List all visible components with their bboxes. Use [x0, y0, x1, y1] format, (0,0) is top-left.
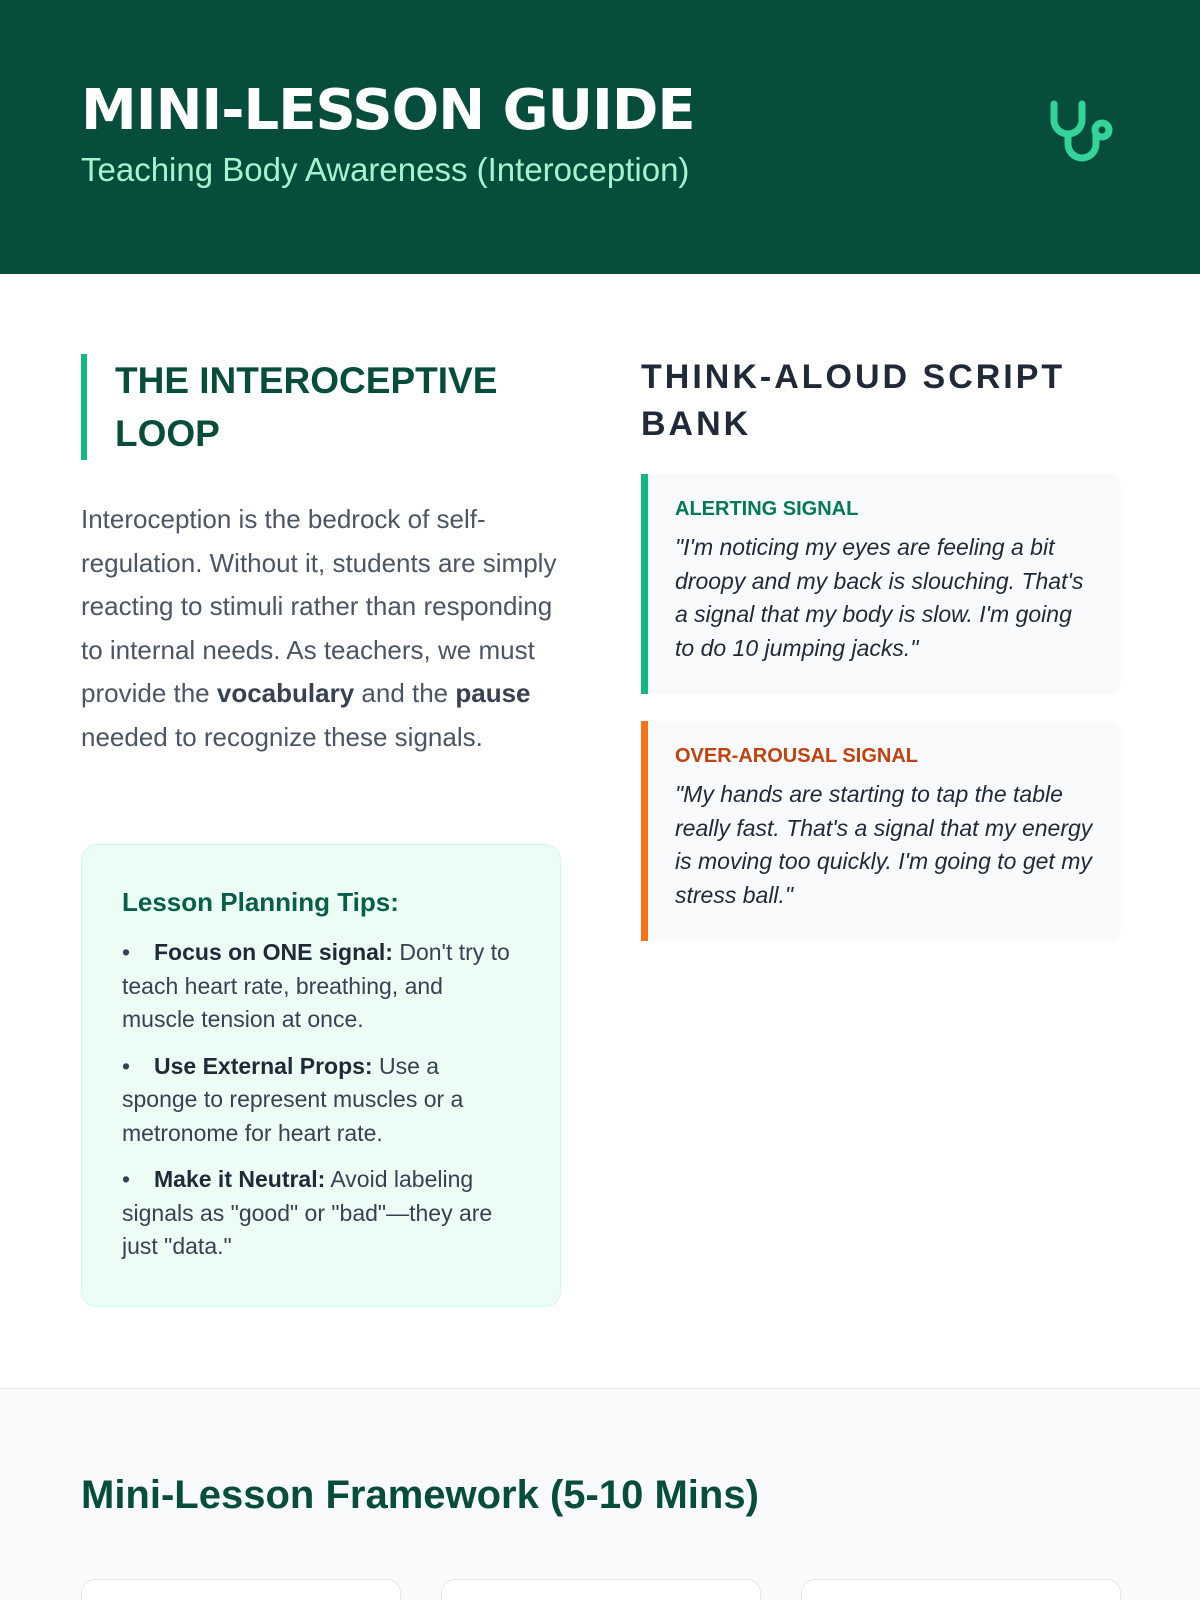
interoceptive-loop-section [81, 354, 561, 759]
tip-text: Avoid labeling signals as "good" or "bad"—they are just "data." [122, 1166, 493, 1259]
intro-bold-vocabulary: vocabulary [216, 678, 355, 708]
framework-card [81, 1579, 401, 1600]
card-label: OVER-AROUSAL SIGNAL [675, 745, 918, 767]
framework-card [801, 1579, 1121, 1600]
header [0, 0, 1200, 274]
intro-bold-pause: pause [455, 678, 531, 708]
intro-text: needed to recognize these signals. [81, 721, 483, 752]
lesson-planning-tips [81, 844, 561, 1307]
card-quote: "I'm noticing my eyes are feeling a bit droopy and my back is slouching. That's a signal that my body is slow. I'm going to do 10 jumping jacks." [675, 534, 1084, 661]
intro-paragraph [81, 498, 561, 759]
list-item [122, 1163, 520, 1264]
tips-list [122, 936, 520, 1264]
stethoscope-icon [1040, 96, 1120, 176]
page-title: MINI-LESSON GUIDE [81, 78, 695, 143]
tip-text: Don't try to teach heart rate, breathing, and muscle tension at once. [122, 939, 510, 1032]
framework-card [441, 1579, 761, 1600]
list-item [122, 936, 520, 1037]
card-accent-bar [641, 474, 648, 694]
bullet-icon: • [122, 939, 131, 965]
card-quote: "My hands are starting to tap the table really fast. That's a signal that my energy is moving too quickly. I'm going to get my stress ball." [675, 781, 1093, 908]
tip-bold: Focus on ONE signal: [154, 939, 393, 965]
card-accent-bar [641, 721, 648, 941]
bullet-icon: • [122, 1166, 131, 1192]
tip-bold: Make it Neutral: [154, 1166, 326, 1192]
script-card-alerting [641, 474, 1121, 694]
tips-title: Lesson Planning Tips: [122, 887, 399, 917]
intro-text: and the [354, 678, 456, 708]
framework-title: Mini-Lesson Framework (5-10 Mins) [81, 1473, 759, 1517]
script-card-over-arousal [641, 721, 1121, 941]
tip-text: Use a sponge to represent muscles or a metronome for heart rate. [122, 1052, 464, 1146]
tip-bold: Use External Props: [154, 1052, 373, 1079]
script-bank-section [641, 354, 1121, 448]
framework-section [0, 1388, 1200, 1600]
section-heading: THE INTEROCEPTIVE LOOP [81, 354, 561, 460]
bullet-icon: • [122, 1052, 131, 1079]
script-bank-heading: THINK-ALOUD SCRIPT BANK [641, 358, 1066, 443]
intro-text: Interoception is the bedrock of self-regulation. Without it, students are simply reacting to stimuli rather than responding to internal needs. As teachers, we must provide the [81, 504, 557, 708]
list-item [122, 1050, 520, 1151]
card-label: ALERTING SIGNAL [675, 498, 859, 520]
page-subtitle: Teaching Body Awareness (Interoception) [81, 151, 690, 188]
